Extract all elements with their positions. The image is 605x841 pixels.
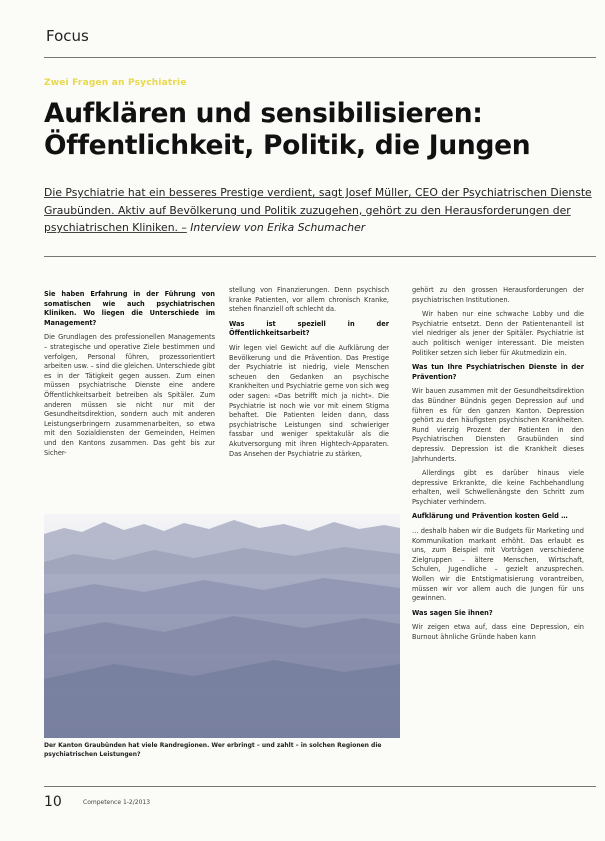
text-column-3 — [412, 286, 584, 648]
publication-footer: Competence 1-2/2013 — [83, 799, 151, 806]
question-1: Sie haben Erfahrung in der Führung von somatischen wie auch psychiatrischen Kliniken. Wo liegen die Unterschiede im Management? — [44, 290, 215, 327]
lead-paragraph — [44, 184, 600, 237]
question-3: Was tun Ihre Psychiatrischen Dienste in der Prävention? — [412, 363, 584, 381]
answer-2-paragraph: Wir haben nur eine schwache Lobby und die Psychiatrie entsetzt. Denn der Patientenanteil ist viel niedriger als jener der Spitäler. Psychiatrie ist auch politisch weniger interessant. Die meisten Politiker setzen sich lieber für Akutmedizin ein. — [412, 310, 584, 357]
text-column-2 — [229, 286, 389, 464]
answer-2-continued: gehört zu den grossen Herausforderungen der psychiatrischen Institutionen. — [412, 286, 584, 304]
question-5: Was sagen Sie ihnen? — [412, 608, 493, 617]
mountain-ridges-image — [44, 514, 400, 738]
footer-rule — [44, 786, 596, 787]
answer-3: Wir bauen zusammen mit der Gesundheitsdirektion das Bündner Bündnis gegen Depression auf und führen es für den ganzen Kanton. Depression gehört zu den häufigsten psychischen Krankheiten. Rund vierzig Prozent der Patienten in den Psychiatrischen Diensten Graubünden sind depressiv. Depression ist die Krankheit dieses Jahrhunderts. — [412, 387, 584, 463]
lead-text: Die Psychiatrie hat ein besseres Prestige verdient, sagt Josef Müller, CEO der Psychiatrischen Dienste Graubünden. Aktiv auf Bevölkerung und Politik zuzugehen, gehört zu den Herausforderungen der psychiatrischen Kliniken. – — [44, 186, 592, 234]
column-top-rule — [44, 256, 596, 257]
header-rule — [44, 57, 596, 58]
article-title: Aufklären und sensibilisieren: Öffentlichkeit, Politik, die Jungen — [44, 98, 531, 161]
question-4: Aufklärung und Prävention kosten Geld … — [412, 512, 568, 521]
section-label: Focus — [46, 27, 89, 45]
answer-1-continued: stellung von Finanzierungen. Denn psychisch kranke Patienten, vor allem chronisch Kranke, stehen finanziell oft schlecht da. — [229, 286, 389, 314]
answer-1: Die Grundlagen des professionellen Managements – strategische und operative Ziele bestimmen und verfolgen, Personal führen, prozessorientiert arbeiten usw. – sind die gleichen. Unterschiede gibt es in der Tätigkeit gegen aussen. Zum einen müssen psychiatrische Dienste eine andere Öffentlichkeitsarbeit betreiben als Spitäler. Zum anderen müssen sie nicht nur mit der Gesundheitsdirektion, sondern auch mit anderen Leistungserbringern zusammenarbeiten, so etwa mit den Sozialdiensten der Gemeinden, Heimen und den Kantons zusammen. Das geht bis zur Sicher- — [44, 333, 215, 457]
answer-3-paragraph: Allerdings gibt es darüber hinaus viele depressive Erkrankte, die keine Fachbehandlung erhalten, weil Schwellenängste den Schritt zum Psychiater verhindern. — [412, 469, 584, 506]
question-2: Was ist speziell in der Öffentlichkeitsarbeit? — [229, 319, 389, 338]
answer-5: Wir zeigen etwa auf, dass eine Depression, ein Burnout ähnliche Gründe haben kann — [412, 623, 584, 641]
page-number: 10 — [44, 794, 62, 810]
text-column-1 — [44, 286, 215, 463]
photo-caption: Der Kanton Graubünden hat viele Randregionen. Wer erbringt – und zahlt – in solchen Regionen die psychiatrischen Leistungen? — [44, 742, 382, 758]
answer-2: Wir legen viel Gewicht auf die Aufklärung der Bevölkerung und die Prävention. Das Prestige der Psychiatrie ist niedrig, viele Menschen scheuen den Gedanken an psychische Krankheiten und Psychiatrie gerne von sich weg oder sagen: «Das betrifft mich ja nicht». Die Psychiatrie ist noch wie vor mit einem Stigma behaftet. Die Patienten leiden dann, dass psychiatrische Leistungen sind schwieriger fassbar und weniger spektakulär als die Akutversorgung mit ihren Hightech-Apparaten. Das Ansehen der Psychiatrie zu stärken, — [229, 343, 389, 458]
kicker: Zwei Fragen an Psychiatrie — [44, 78, 187, 88]
mountain-landscape-photo — [44, 514, 400, 738]
lead-byline: Interview von Erika Schumacher — [190, 221, 366, 234]
answer-4: … deshalb haben wir die Budgets für Marketing und Kommunikation markant erhöht. Das erlaubt es uns, zum Beispiel mit Vorträgen verschiedene Zielgruppen – ältere Menschen, Wirtschaft, Schulen, Jugendliche – gezielt anzusprechen. Wollen wir die Entstigmatisierung vorantreiben, müssen wir vor allem auch die Jungen für uns gewinnen. — [412, 527, 584, 603]
